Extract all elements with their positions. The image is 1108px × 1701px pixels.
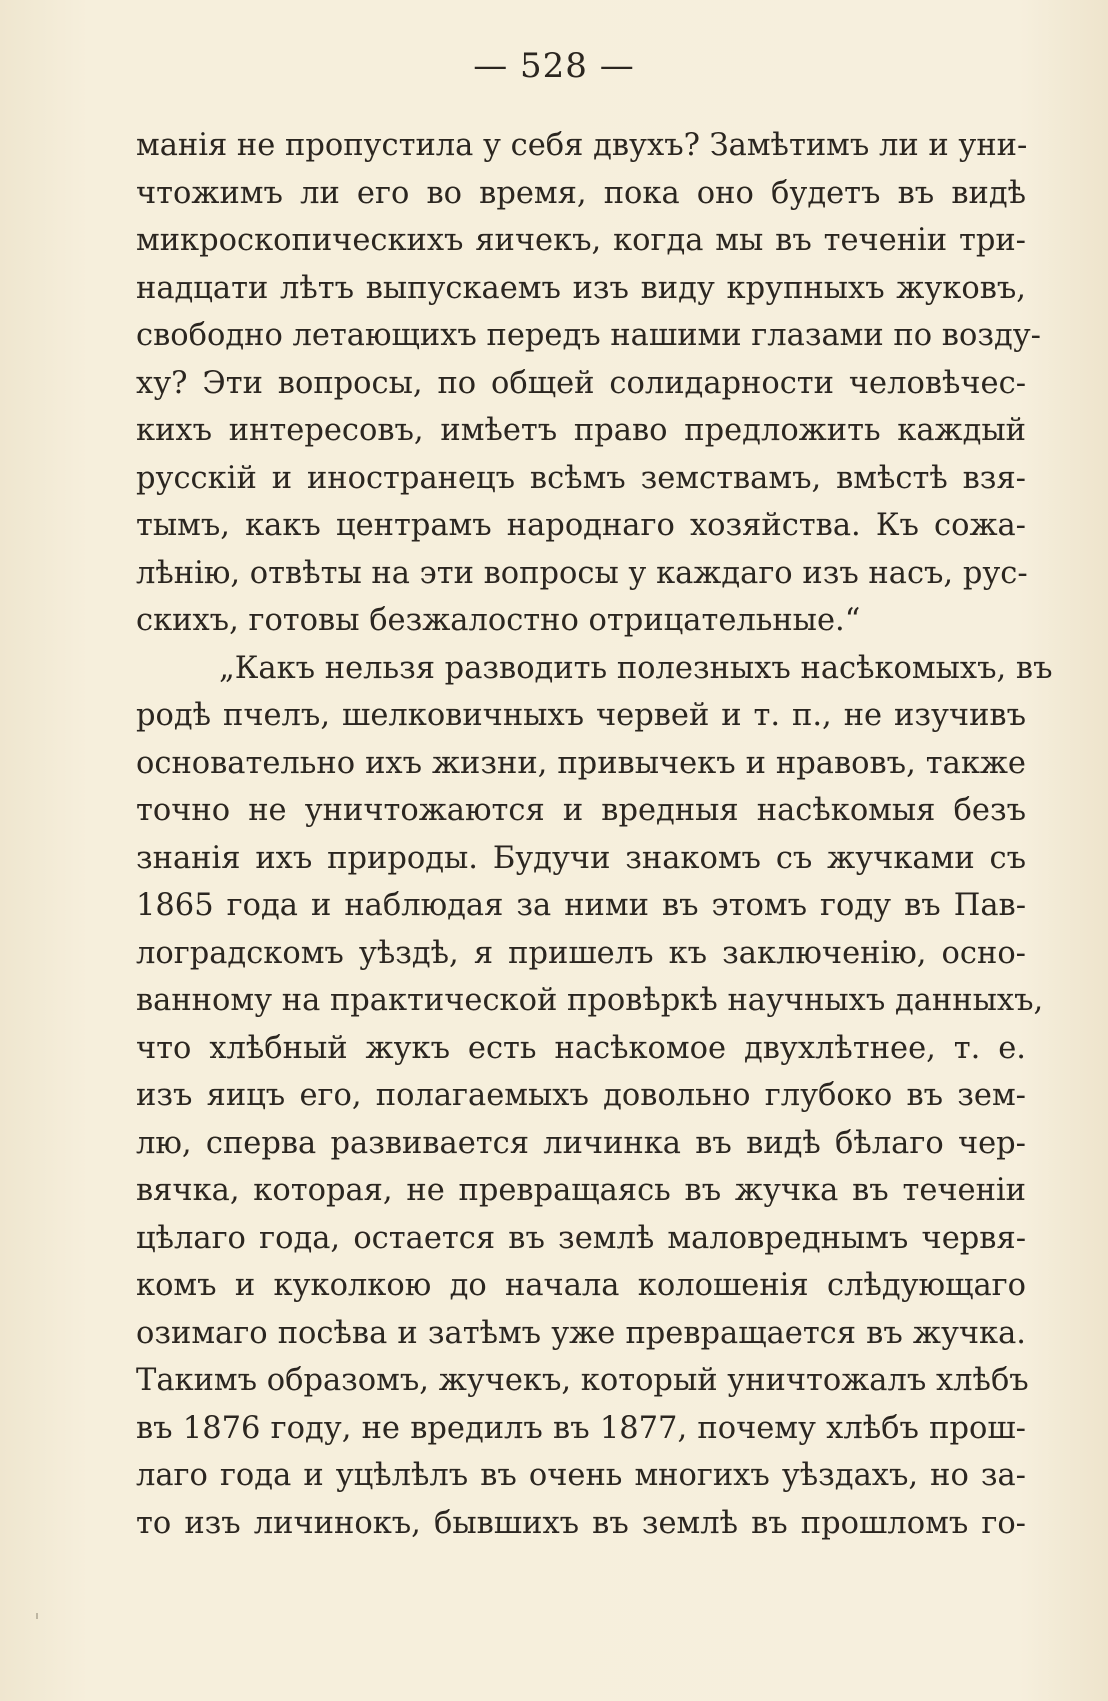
paragraph-end-line: скихъ, готовы безжалостно отрицательные.“	[136, 603, 861, 638]
text-line: лаго года и уцѣлѣлъ въ очень многихъ уѣздахъ, но за-	[136, 1458, 1026, 1493]
text-line: комъ и куколкою до начала колошенія слѣдующаго	[136, 1268, 1026, 1303]
text-line: тымъ, какъ центрамъ народнаго хозяйства. Къ сожа-	[136, 508, 1026, 543]
text-line: вячка, которая, не превращаясь въ жучка въ теченіи	[136, 1173, 1026, 1208]
body-text	[136, 122, 1053, 1547]
text-line: лоградскомъ уѣздѣ, я пришелъ къ заключенію, осно-	[136, 935, 1026, 971]
text-line: основательно ихъ жизни, привычекъ и нравовъ, также	[136, 745, 1026, 781]
text-line: манія не пропустила у себя двухъ? Замѣтимъ ли и уни-	[136, 128, 1028, 163]
text-line: чтожимъ ли его во время, пока оно будетъ въ видѣ	[136, 175, 1026, 211]
text-line: озимаго посѣва и затѣмъ уже превращается въ жучка.	[136, 1315, 1026, 1351]
text-line: свободно летающихъ передъ нашими глазами по возду-	[136, 318, 1041, 353]
text-line: русскій и иностранецъ всѣмъ земствамъ, вмѣстѣ взя-	[136, 460, 1026, 496]
text-line: въ 1876 году, не вредилъ въ 1877, почему хлѣбъ прош-	[136, 1410, 1026, 1446]
text-line: кихъ интересовъ, имѣетъ право предложить каждый	[136, 413, 1026, 448]
paper-speck	[36, 1613, 38, 1619]
text-line: что хлѣбный жукъ есть насѣкомое двухлѣтнее, т. е.	[136, 1030, 1026, 1066]
text-line: знанія ихъ природы. Будучи знакомъ съ жучками съ	[136, 840, 1026, 876]
text-line: то изъ личинокъ, бывшихъ въ землѣ въ прошломъ го-	[136, 1505, 1026, 1541]
text-line: лю, сперва развивается личинка въ видѣ бѣлаго чер-	[136, 1125, 1026, 1161]
text-line: цѣлаго года, остается въ землѣ маловреднымъ червя-	[136, 1220, 1026, 1256]
text-line: лѣнію, отвѣты на эти вопросы у каждаго изъ насъ, рус-	[136, 555, 1028, 591]
text-line: Такимъ образомъ, жучекъ, который уничтожалъ хлѣбъ	[136, 1363, 1029, 1398]
text-line: ванному на практической провѣркѣ научныхъ данныхъ,	[136, 983, 1044, 1018]
text-line: надцати лѣтъ выпускаемъ изъ виду крупныхъ жуковъ,	[136, 270, 1026, 306]
page-number: — 528 —	[473, 46, 635, 86]
text-line: родѣ пчелъ, шелковичныхъ червей и т. п., не изучивъ	[136, 698, 1026, 733]
paragraph-start-line: „Какъ нельзя разводить полезныхъ насѣкомыхъ, въ	[219, 650, 1053, 686]
text-line: изъ яицъ его, полагаемыхъ довольно глубоко въ зем-	[136, 1078, 1026, 1113]
text-line: микроскопическихъ яичекъ, когда мы въ теченіи три-	[136, 223, 1026, 258]
text-line: ху? Эти вопросы, по общей солидарности человѣчес-	[136, 365, 1026, 401]
text-line: 1865 года и наблюдая за ними въ этомъ году въ Пав-	[136, 888, 1026, 923]
text-line: точно не уничтожаются и вредныя насѣкомыя безъ	[136, 793, 1026, 828]
